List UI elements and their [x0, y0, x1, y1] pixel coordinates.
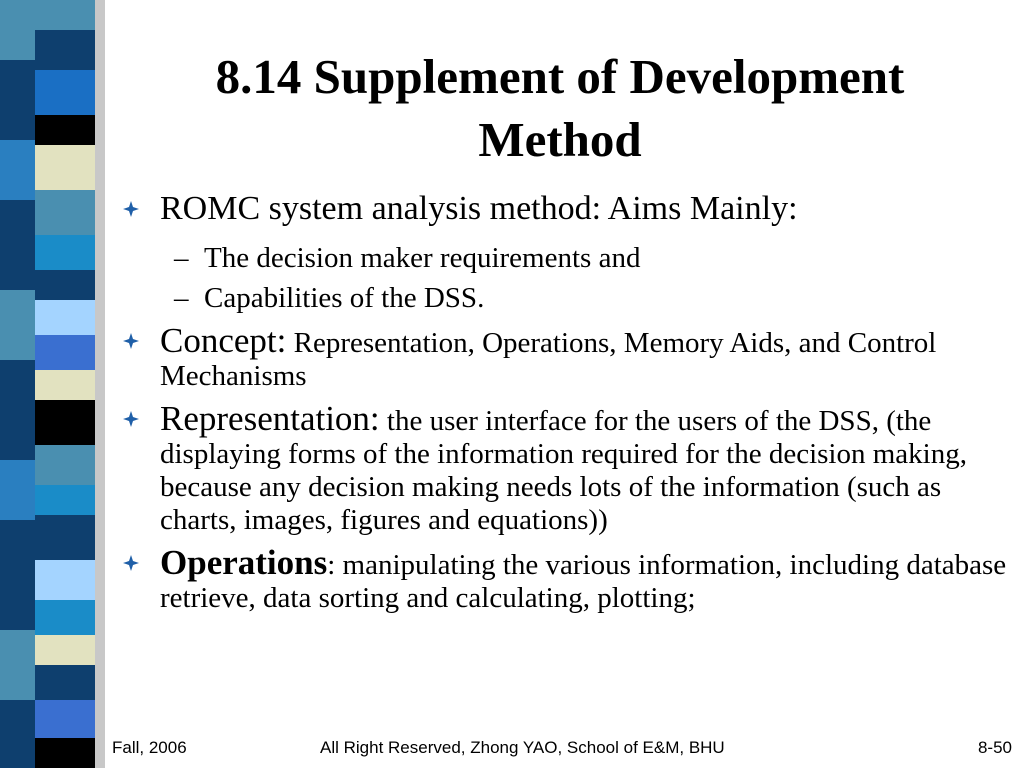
slide-content — [122, 190, 1012, 618]
footer-copyright: All Right Reserved, Zhong YAO, School of E&M, BHU — [320, 738, 725, 757]
dash-marker: – — [174, 242, 189, 274]
slide-title-line2: Method — [478, 112, 642, 167]
footer-date: Fall, 2006 — [112, 738, 187, 757]
slide-footer — [0, 738, 1024, 762]
bullet-representation — [122, 400, 1012, 537]
footer-slide-number: 8-50 — [977, 738, 1012, 757]
bullet-concept — [122, 322, 1012, 393]
diamond-bullet-icon — [122, 332, 140, 350]
diamond-bullet-icon — [122, 200, 140, 218]
diamond-bullet-icon — [122, 410, 140, 428]
dash-marker: – — [174, 282, 189, 314]
bullet-romc-text: ROMC system analysis method: Aims Mainly: — [160, 190, 798, 227]
bullet-operations-text: : manipulating the various information, including database retrieve, data sorting and calculating, plotting; — [160, 549, 1007, 614]
sub-bullet-requirements — [122, 238, 1012, 278]
bullet-representation-lead: Representation: — [160, 399, 380, 438]
sub-bullet-capabilities-text: Capabilities of the DSS. — [204, 282, 485, 314]
slide-title-line1: 8.14 Supplement of Development — [215, 49, 905, 104]
sub-bullet-requirements-text: The decision maker requirements and — [204, 242, 641, 274]
slide-title — [110, 45, 1010, 171]
sub-bullet-capabilities — [122, 278, 1012, 318]
bullet-representation-text: the user interface for the users of the DSS, (the displaying forms of the information required for the decision making, because any decision making needs lots of the information (such as charts, images, figures and equations)) — [160, 405, 967, 536]
bullet-concept-lead: Concept: — [160, 321, 287, 360]
bullet-operations — [122, 544, 1012, 615]
bullet-operations-lead: Operations — [160, 543, 328, 582]
bullet-romc — [122, 190, 1012, 235]
diamond-bullet-icon — [122, 554, 140, 572]
bullet-concept-text: Representation, Operations, Memory Aids, and Control Mechanisms — [160, 327, 937, 392]
decorative-left-band — [0, 0, 105, 768]
